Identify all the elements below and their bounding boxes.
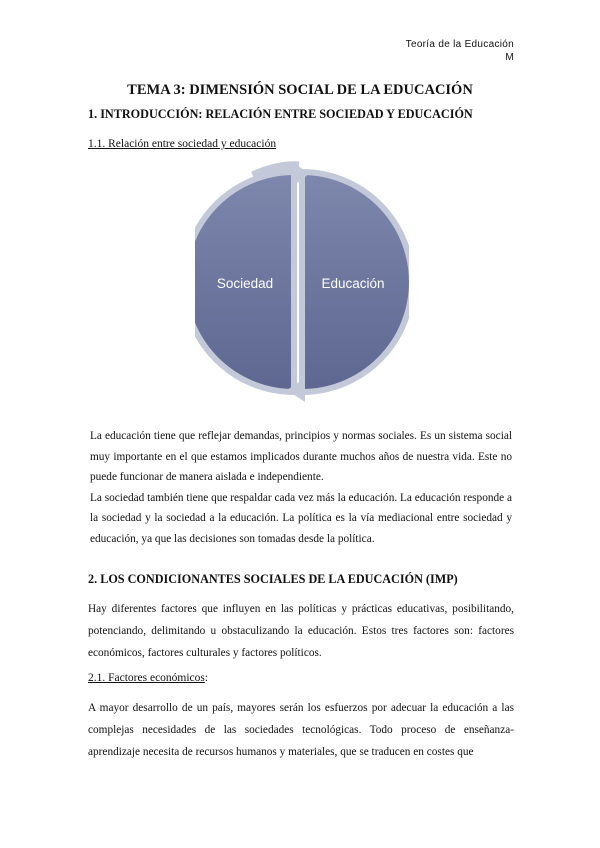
- diagram-label-sociedad: Sociedad: [216, 276, 274, 291]
- section-1-1-subheading: 1.1. Relación entre sociedad y educación: [88, 138, 277, 150]
- intro-paragraph-2: La sociedad también tiene que respaldar cada vez más la educación. La educación responde a la sociedad y la sociedad a la educación. La política es la vía mediacional entre sociedad y educación, ya que las decisiones son tomadas desde la política.: [90, 491, 512, 545]
- section-2-1-subheading-text: 2.1. Factores económicos: [88, 672, 205, 684]
- diagram-label-educacion: Educación: [321, 276, 385, 291]
- intro-paragraph-1: La educación tiene que reflejar demandas, principios y normas sociales. Es un sistema social muy importante en el que estamos implicados durante muchos años de nuestra vida. Este no puede funcionar de manera aislada e independiente.: [90, 430, 512, 483]
- section-1-heading: 1. INTRODUCCIÓN: RELACIÓN ENTRE SOCIEDAD Y EDUCACIÓN: [88, 107, 473, 121]
- intro-text-block: [90, 426, 512, 549]
- section-2-heading: 2. LOS CONDICIONANTES SOCIALES DE LA EDUCACIÓN (IMP): [88, 572, 458, 586]
- header-course-title: Teoría de la Educación: [405, 39, 514, 50]
- section-2-1-paragraph: A mayor desarrollo de un país, mayores serán los esfuerzos por adecuar la educación a las complejas necesidades de las sociedades tecnológicas. Todo proceso de enseñanza-aprendizaje necesita de recursos humanos y materiales, que se traducen en costes que: [88, 702, 514, 758]
- section-2-paragraph: Hay diferentes factores que influyen en las políticas y prácticas educativas, posibilitando, potenciando, delimitando u obstaculizando la educación. Estos tres factores son: factores económicos, factores culturales y factores políticos.: [88, 603, 514, 659]
- running-header: [406, 38, 514, 64]
- section-2-1-text: [88, 697, 514, 763]
- header-suffix: M: [505, 52, 514, 63]
- society-education-cycle-diagram: [195, 160, 409, 408]
- section-2-1-subheading: [88, 672, 208, 684]
- section-2-1-subheading-colon: :: [204, 672, 209, 684]
- section-2-text: [88, 598, 514, 664]
- page-title: TEMA 3: DIMENSIÓN SOCIAL DE LA EDUCACIÓN: [127, 82, 473, 98]
